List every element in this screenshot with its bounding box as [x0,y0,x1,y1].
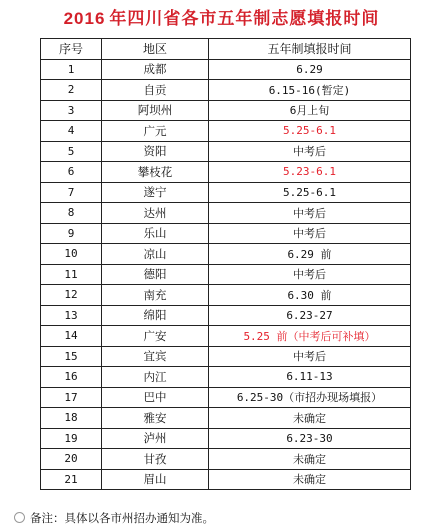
cell-time: 中考后 [209,141,411,162]
table-row [41,387,411,408]
cell-region: 甘孜 [102,449,209,470]
cell-region: 成都 [102,59,209,80]
table-row [41,141,411,162]
cell-no: 16 [41,367,102,388]
table-row [41,469,411,490]
cell-region: 攀枝花 [102,162,209,183]
cell-no: 7 [41,182,102,203]
table-row [41,223,411,244]
cell-time: 未确定 [209,408,411,429]
cell-time: 6月上旬 [209,100,411,121]
cell-region: 凉山 [102,244,209,265]
table-body [41,59,411,490]
table-row [41,428,411,449]
cell-no: 12 [41,285,102,306]
title-year: 2016 [63,9,106,28]
cell-time: 6.15-16(暂定) [209,80,411,101]
table-header-row [41,39,411,60]
cell-time: 5.23-6.1 [209,162,411,183]
cell-time: 6.30 前 [209,285,411,306]
header-region: 地区 [102,39,209,60]
table-row [41,182,411,203]
cell-no: 9 [41,223,102,244]
cell-region: 绵阳 [102,305,209,326]
cell-no: 4 [41,121,102,142]
table-row [41,449,411,470]
cell-no: 18 [41,408,102,429]
schedule-table [40,38,411,490]
cell-time: 未确定 [209,449,411,470]
cell-region: 广元 [102,121,209,142]
cell-region: 遂宁 [102,182,209,203]
cell-no: 1 [41,59,102,80]
watermark-icon [14,512,25,523]
cell-time: 中考后 [209,346,411,367]
cell-time: 中考后 [209,264,411,285]
cell-region: 德阳 [102,264,209,285]
cell-no: 3 [41,100,102,121]
cell-no: 19 [41,428,102,449]
table-row [41,264,411,285]
header-time: 五年制填报时间 [209,39,411,60]
table-row [41,367,411,388]
cell-time: 6.11-13 [209,367,411,388]
cell-no: 6 [41,162,102,183]
cell-time: 6.23-27 [209,305,411,326]
cell-time: 中考后 [209,203,411,224]
cell-region: 达州 [102,203,209,224]
cell-no: 15 [41,346,102,367]
header-no: 序号 [41,39,102,60]
cell-no: 17 [41,387,102,408]
cell-region: 眉山 [102,469,209,490]
cell-region: 宜宾 [102,346,209,367]
cell-no: 11 [41,264,102,285]
cell-time: 6.29 前 [209,244,411,265]
cell-no: 10 [41,244,102,265]
cell-no: 5 [41,141,102,162]
table-row [41,59,411,80]
table-row [41,100,411,121]
table-row [41,80,411,101]
page-title [0,4,443,29]
title-text: 年四川省各市五年制志愿填报时间 [109,9,380,29]
table-row [41,408,411,429]
cell-region: 广安 [102,326,209,347]
cell-region: 乐山 [102,223,209,244]
cell-no: 13 [41,305,102,326]
table-row [41,305,411,326]
cell-time: 6.25-30（市招办现场填报） [209,387,411,408]
cell-no: 2 [41,80,102,101]
cell-region: 雅安 [102,408,209,429]
cell-no: 8 [41,203,102,224]
table-row [41,244,411,265]
table-row [41,346,411,367]
cell-no: 14 [41,326,102,347]
footnote-text: 备注：具体以各市州招办通知为准。 [30,511,214,525]
table-row [41,121,411,142]
cell-region: 泸州 [102,428,209,449]
cell-region: 内江 [102,367,209,388]
cell-time: 5.25 前（中考后可补填） [209,326,411,347]
footnote [14,510,214,526]
cell-region: 资阳 [102,141,209,162]
cell-time: 6.29 [209,59,411,80]
cell-time: 5.25-6.1 [209,182,411,203]
cell-no: 20 [41,449,102,470]
table-row [41,162,411,183]
table-row [41,285,411,306]
cell-region: 阿坝州 [102,100,209,121]
cell-no: 21 [41,469,102,490]
cell-region: 自贡 [102,80,209,101]
cell-region: 巴中 [102,387,209,408]
cell-time: 5.25-6.1 [209,121,411,142]
cell-time: 未确定 [209,469,411,490]
cell-time: 6.23-30 [209,428,411,449]
table-row [41,326,411,347]
cell-time: 中考后 [209,223,411,244]
table-row [41,203,411,224]
cell-region: 南充 [102,285,209,306]
